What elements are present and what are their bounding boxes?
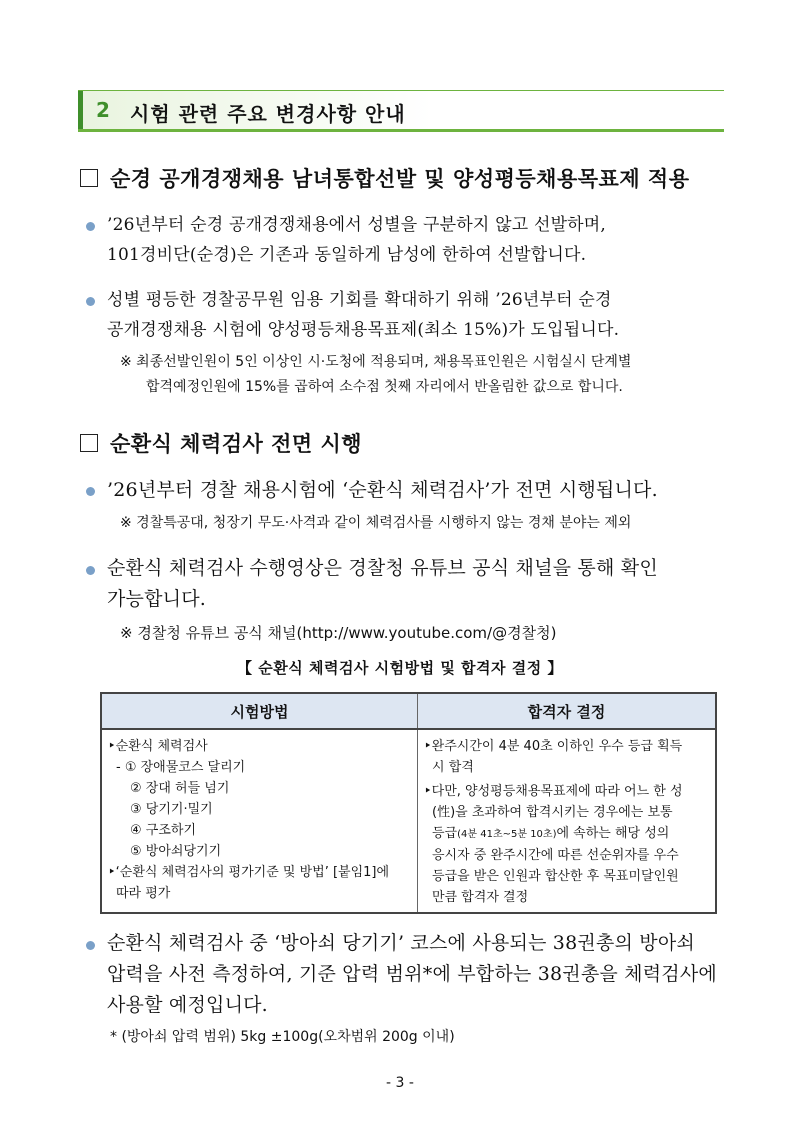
heading-text: 순환식 체력검사 전면 시행: [110, 432, 363, 456]
page-number: - 3 -: [386, 1075, 414, 1091]
section-title: 시험 관련 주요 변경사항 안내: [130, 102, 406, 126]
cell-line: 응시자 중 완주시간에 따른 선순위자를 우수: [432, 848, 679, 863]
paragraph-line: 성별 평등한 경찰공무원 임용 기회를 확대하기 위해 ’26년부터 순경: [107, 290, 612, 310]
cell-line: 따라 평가: [116, 886, 171, 901]
table-row: [101, 729, 716, 913]
cell-line: ⑤ 방아쇠당기기: [130, 844, 222, 859]
youtube-channel-note: ※ 경찰청 유튜브 공식 채널(http://www.youtube.com/@경찰청): [120, 624, 557, 642]
bullet-icon: [86, 487, 95, 496]
heading-gender-integrated: [80, 163, 690, 193]
cell-line: ③ 당기기·밀기: [130, 802, 213, 817]
section-header: [78, 90, 724, 132]
paragraph-line: 101경비단(순경)은 기존과 동일하게 남성에 한하여 선발합니다.: [107, 245, 587, 265]
section-number: 2: [96, 98, 110, 122]
bullet-icon: [86, 222, 95, 231]
paragraph-line: ’26년부터 순경 공개경쟁채용에서 성별을 구분하지 않고 선발하며,: [107, 215, 607, 235]
heading-text: 순경 공개경쟁채용 남녀통합선발 및 양성평등채용목표제 적용: [110, 167, 690, 191]
checkbox-square-icon: [80, 434, 98, 452]
paragraph-line: 압력을 사전 측정하여, 기준 압력 범위*에 부합하는 38권총을 체력검사에: [107, 963, 717, 985]
paragraph-line: 사용할 예정입니다.: [107, 994, 268, 1016]
cell-line: ‣완주시간이 4분 40초 이하인 우수 등급 획득: [424, 739, 683, 754]
table-header-method: 시험방법: [101, 693, 418, 729]
table-caption: 【 순환식 체력검사 시험방법 및 합격자 결정 】: [237, 659, 563, 677]
cell-line: 만큼 합격자 결정: [432, 890, 529, 905]
bullet-icon: [86, 297, 95, 306]
paragraph-line: ’26년부터 경찰 채용시험에 ‘순환식 체력검사’가 전면 시행됩니다.: [107, 479, 658, 501]
table-cell-decision: [418, 729, 717, 913]
cell-line: - ① 장애물코스 달리기: [116, 760, 246, 775]
paragraph-line: 순환식 체력검사 수행영상은 경찰청 유튜브 공식 채널을 통해 확인: [107, 557, 658, 579]
checkbox-square-icon: [80, 169, 98, 187]
cell-line: ④ 구조하기: [130, 823, 197, 838]
table-cell-method: [101, 729, 418, 913]
paragraph-line: 가능합니다.: [107, 588, 207, 610]
note-line: ※ 최종선발인원이 5인 이상인 시·도청에 적용되며, 채용목표인원은 시험실시 단계별: [120, 354, 632, 370]
heading-circuit-test: [80, 428, 362, 458]
cell-text: 등급: [432, 826, 458, 841]
bullet-icon: [86, 941, 95, 950]
cell-line: ‣다만, 양성평등채용목표제에 따라 어느 한 성: [424, 784, 683, 799]
cell-line: 등급을 받은 인원과 합산한 후 목표미달인원: [432, 869, 679, 884]
footnote: * (방아쇠 압력 범위) 5kg ±100g(오차범위 200g 이내): [110, 1029, 455, 1045]
bullet-icon: [86, 566, 95, 575]
cell-line: [424, 823, 709, 845]
cell-line: 시 합격: [432, 760, 474, 775]
paragraph-line: 순환식 체력검사 중 ‘방아쇠 당기기’ 코스에 사용되는 38권총의 방아쇠: [107, 932, 695, 954]
note-line: ※ 경찰특공대, 청장기 무도·사격과 같이 체력검사를 시행하지 않는 경채 분야는 제외: [120, 515, 632, 531]
table-header-decision: 합격자 결정: [418, 693, 717, 729]
cell-line: ‣순환식 체력검사: [108, 739, 208, 754]
test-method-table: [100, 692, 717, 914]
cell-line: (性)을 초과하여 합격시키는 경우에는 보통: [432, 805, 673, 820]
cell-line: ② 장대 허들 넘기: [130, 781, 230, 796]
cell-text-small: (4분 41초~5분 10초): [457, 829, 557, 840]
note-line: 합격예정인원에 15%를 곱하여 소수점 첫째 자리에서 반올림한 값으로 합니다.: [146, 379, 623, 395]
cell-text: 에 속하는 해당 성의: [556, 826, 670, 841]
section-header-bar: [78, 91, 83, 129]
table-header-row: [101, 693, 716, 729]
cell-line: ‣‘순환식 체력검사의 평가기준 및 방법’ [붙임1]에: [108, 865, 390, 880]
paragraph-line: 공개경쟁채용 시험에 양성평등채용목표제(최소 15%)가 도입됩니다.: [107, 320, 620, 340]
